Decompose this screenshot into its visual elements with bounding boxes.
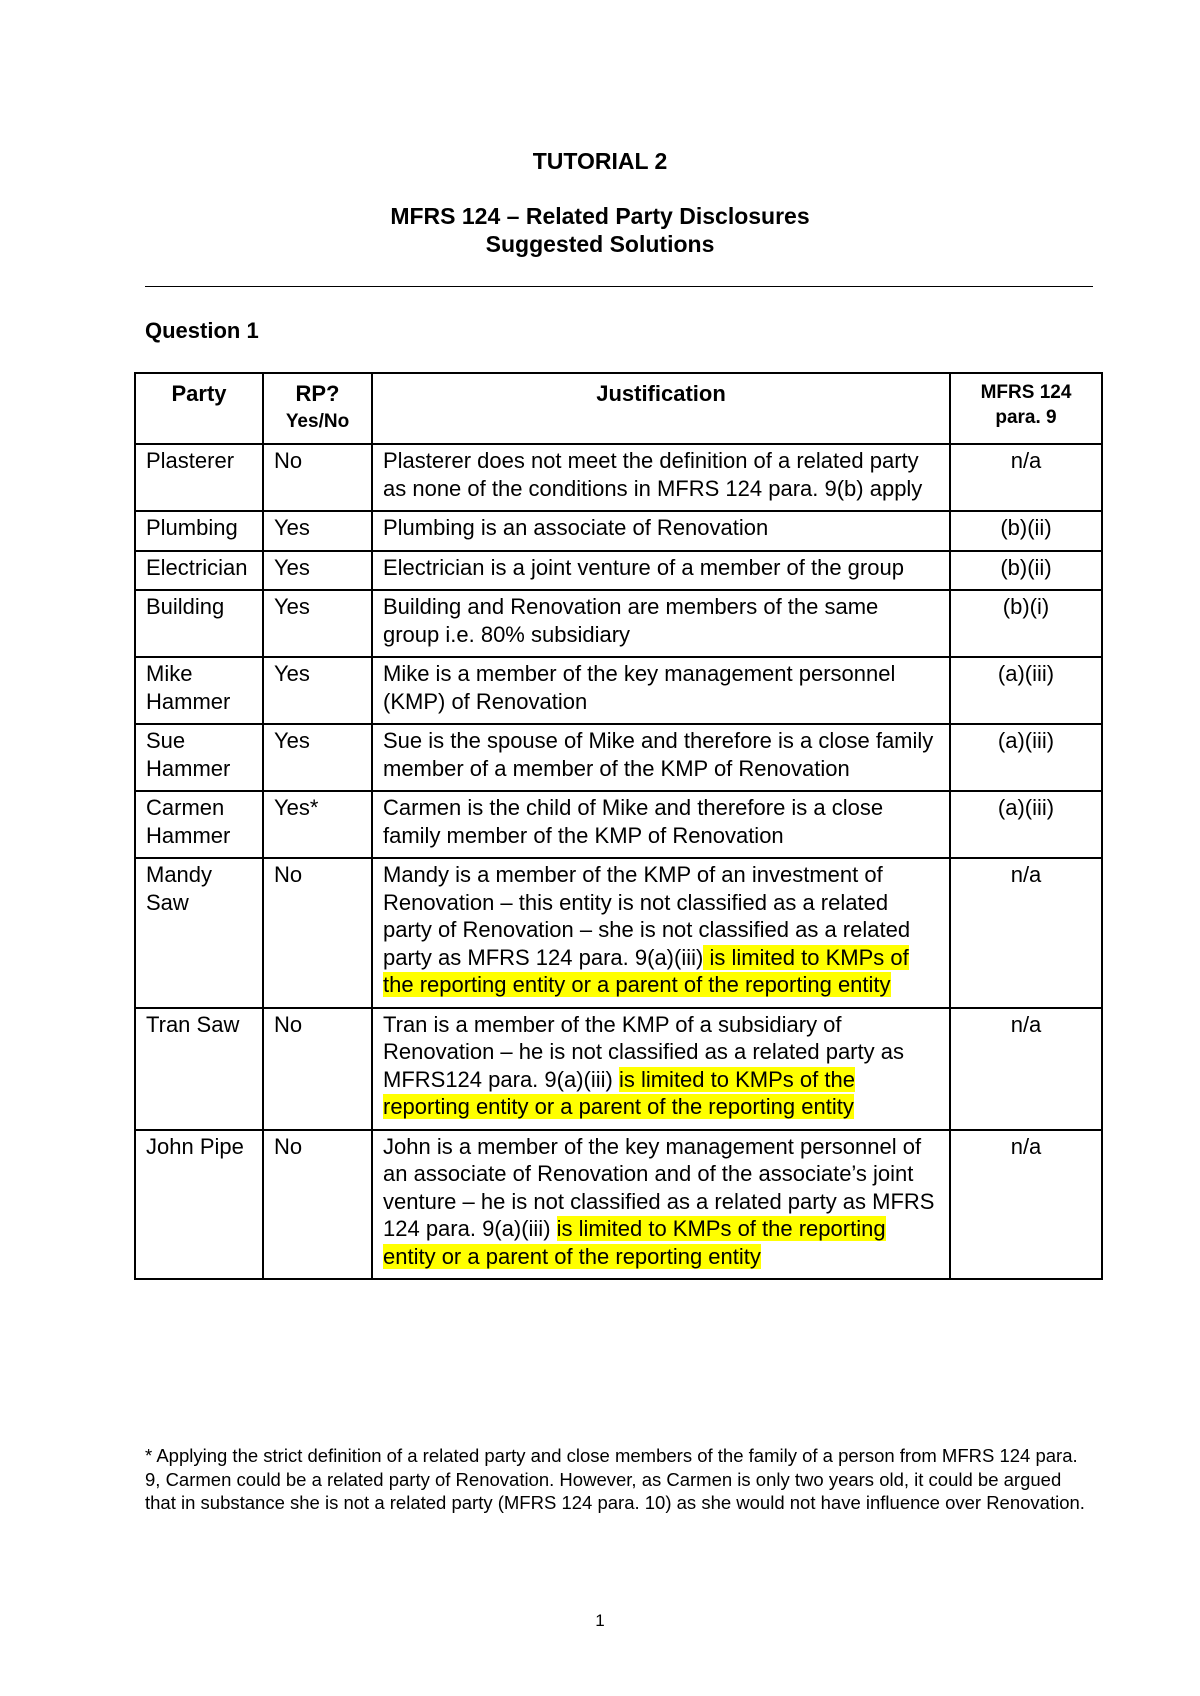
justification-text: Carmen is the child of Mike and therefore is a close family member of the KMP of Renovation <box>383 795 884 848</box>
justification-cell <box>372 858 950 1008</box>
page-number: 1 <box>595 1611 605 1630</box>
para-cell: n/a <box>950 444 1102 511</box>
table-row <box>135 791 1102 858</box>
footnote: * Applying the strict definition of a related party and close members of the family of a person from MFRS 124 para. 9, Carmen could be a related party of Renovation. However, as Carmen is only two years old, it could be argued that in substance she is not a related party (MFRS 124 para. 10) as she would not have influence over Renovation. <box>145 1445 1085 1513</box>
para-cell: n/a <box>950 1130 1102 1280</box>
related-party-table <box>134 372 1103 1280</box>
table-row <box>135 590 1102 657</box>
para-cell: n/a <box>950 1008 1102 1130</box>
table-row <box>135 1008 1102 1130</box>
subtitle: Suggested Solutions <box>485 231 715 257</box>
justification-text: Mike is a member of the key management personnel (KMP) of Renovation <box>383 661 896 714</box>
party-cell: Building <box>135 590 263 657</box>
justification-cell <box>372 724 950 791</box>
party-cell: Mandy Saw <box>135 858 263 1008</box>
header-rp-sub: Yes/No <box>285 410 350 432</box>
rp-cell: Yes <box>263 590 372 657</box>
party-cell: Plumbing <box>135 511 263 551</box>
justification-cell <box>372 657 950 724</box>
rp-cell: Yes <box>263 511 372 551</box>
table-row <box>135 511 1102 551</box>
justification-cell <box>372 511 950 551</box>
justification-text: Tran is a member of the KMP of a subsidiary of Renovation – he is not classified as a related party as MFRS124 para. 9(a)(iii) <box>383 1011 904 1092</box>
highlighted-text: is limited to KMPs of the reporting entity or a parent of the reporting entity <box>383 944 909 997</box>
justification-cell <box>372 444 950 511</box>
justification-text: Sue is the spouse of Mike and therefore is a close family member of a member of the KMP of Renovation <box>383 728 934 781</box>
table-row <box>135 1130 1102 1280</box>
para-cell: (b)(ii) <box>950 551 1102 591</box>
table-header-row <box>135 373 1102 444</box>
subject-title: MFRS 124 – Related Party Disclosures <box>390 203 810 229</box>
header-para: MFRS 124 para. 9 <box>950 373 1102 444</box>
header-justification: Justification <box>372 373 950 444</box>
justification-text: Plasterer does not meet the definition of a related party as none of the conditions in MFRS 124 para. 9(b) apply <box>383 448 923 501</box>
para-cell: (b)(ii) <box>950 511 1102 551</box>
party-cell: Mike Hammer <box>135 657 263 724</box>
table-row <box>135 858 1102 1008</box>
rp-cell: No <box>263 444 372 511</box>
rp-cell: Yes <box>263 724 372 791</box>
para-cell: (b)(i) <box>950 590 1102 657</box>
justification-text: Electrician is a joint venture of a member of the group <box>383 554 904 580</box>
tutorial-title: TUTORIAL 2 <box>532 148 668 174</box>
rp-cell: Yes <box>263 551 372 591</box>
para-cell: (a)(iii) <box>950 657 1102 724</box>
header-rp: RP? Yes/No <box>263 373 372 444</box>
rp-cell: No <box>263 1008 372 1130</box>
table-row <box>135 657 1102 724</box>
highlighted-text: is limited to KMPs of the reporting entity or a parent of the reporting entity <box>383 1216 886 1269</box>
justification-cell <box>372 1130 950 1280</box>
question-heading: Question 1 <box>145 318 259 343</box>
table-row <box>135 444 1102 511</box>
table-row <box>135 551 1102 591</box>
header-divider <box>145 286 1093 287</box>
rp-cell: Yes <box>263 657 372 724</box>
justification-cell <box>372 590 950 657</box>
para-cell: n/a <box>950 858 1102 1008</box>
para-cell: (a)(iii) <box>950 724 1102 791</box>
party-cell: Sue Hammer <box>135 724 263 791</box>
rp-cell: Yes* <box>263 791 372 858</box>
justification-cell <box>372 551 950 591</box>
justification-text: Plumbing is an associate of Renovation <box>383 515 769 540</box>
rp-cell: No <box>263 1130 372 1280</box>
justification-cell <box>372 1008 950 1130</box>
header-party: Party <box>135 373 263 444</box>
justification-text: John is a member of the key management personnel of an associate of Renovation and of the associate’s joint venture – he is not classified as a related party as MFRS 124 para. 9(a)(iii) <box>383 1133 935 1241</box>
party-cell: Tran Saw <box>135 1008 263 1130</box>
party-cell: Electrician <box>135 551 263 591</box>
justification-cell <box>372 791 950 858</box>
party-cell: Carmen Hammer <box>135 791 263 858</box>
table-row <box>135 724 1102 791</box>
rp-cell: No <box>263 858 372 1008</box>
party-cell: Plasterer <box>135 444 263 511</box>
para-cell: (a)(iii) <box>950 791 1102 858</box>
justification-text: Building and Renovation are members of the same group i.e. 80% subsidiary <box>383 594 879 647</box>
justification-text: Mandy is a member of the KMP of an investment of Renovation – this entity is not classified as a related party of Renovation – she is not classified as a related party as MFRS 124 para. 9(a)(iii) <box>383 862 911 970</box>
highlighted-text: is limited to KMPs of the reporting entity or a parent of the reporting entity <box>383 1066 855 1119</box>
party-cell: John Pipe <box>135 1130 263 1280</box>
